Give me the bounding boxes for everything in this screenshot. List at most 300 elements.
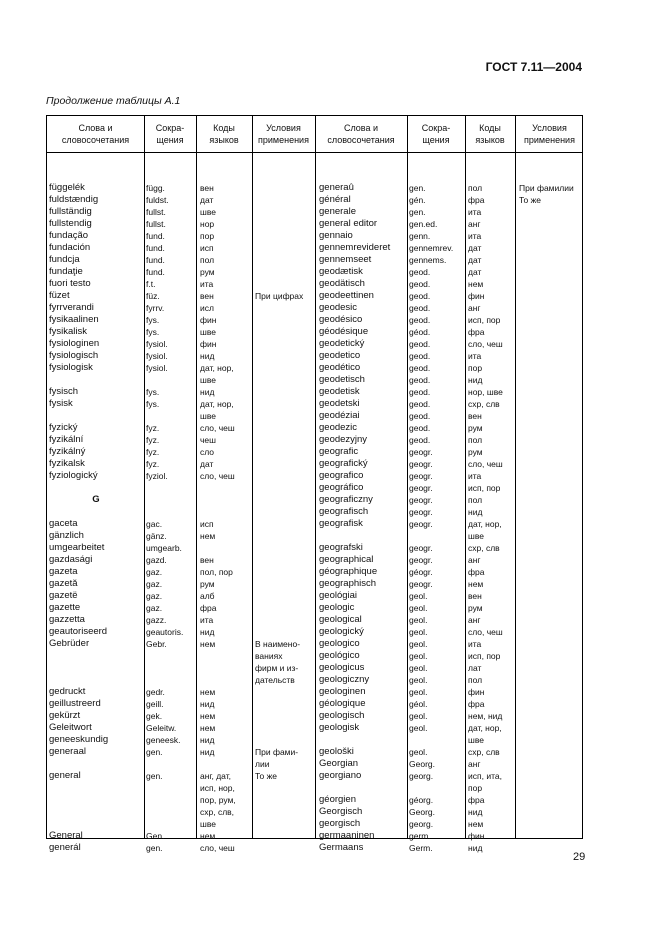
table-cell: дат, нор, (468, 519, 502, 529)
table-cell: fuldstændig (49, 194, 99, 205)
table-cell: gekürzt (49, 710, 81, 721)
table-cell: gén. (409, 195, 426, 205)
table-cell: fysiologinen (49, 338, 100, 349)
table-cell: нем (200, 531, 216, 541)
table-cell (49, 794, 143, 806)
table-cell (319, 170, 406, 182)
table-cell: fys. (146, 327, 160, 337)
table-cell: generaal (49, 746, 86, 757)
table-cell: geod. (409, 315, 431, 325)
table-cell (519, 422, 583, 434)
column-divider (407, 116, 408, 838)
table-cell: gazeta (49, 566, 78, 577)
table-cell (49, 818, 143, 830)
table-cell: фин (200, 315, 217, 325)
table-cell (519, 470, 583, 482)
table-cell: fysiol. (146, 339, 168, 349)
table-cell (255, 734, 314, 746)
table-cell: пор (468, 363, 483, 373)
table-cell (519, 794, 583, 806)
table-cell (255, 686, 314, 698)
table-cell (49, 782, 143, 794)
table-cell: фирм и из- (255, 663, 299, 673)
column-divider (515, 116, 516, 838)
table-cell: fysisch (49, 386, 79, 397)
table-cell (519, 686, 583, 698)
table-cell: ита (468, 207, 482, 217)
table-cell: ита (468, 471, 482, 481)
table-cell (519, 770, 583, 782)
table-cell: geod. (409, 423, 431, 433)
table-cell (200, 758, 251, 770)
table-cell: fyzikalsk (49, 458, 85, 469)
left-words-column (49, 158, 143, 854)
table-cell: исп, пор (468, 315, 501, 325)
table-cell: geol. (409, 747, 428, 757)
table-cell: нид (200, 387, 215, 397)
table-cell (255, 458, 314, 470)
column-divider (252, 116, 253, 838)
column-divider (144, 116, 145, 838)
table-cell (319, 158, 406, 170)
table-cell (519, 722, 583, 734)
table-cell (255, 194, 314, 206)
table-cell: geogr. (409, 543, 433, 553)
table-cell: geologic (319, 602, 355, 613)
table-cell (519, 602, 583, 614)
table-cell: вен (200, 183, 214, 193)
left-codes-column (200, 158, 251, 854)
table-cell: исп, пор (468, 651, 501, 661)
table-cell: пол (468, 675, 483, 685)
table-cell: рум (200, 579, 215, 589)
table-cell: нем (200, 711, 216, 721)
table-cell (255, 614, 314, 626)
table-cell: Germaans (319, 842, 364, 853)
table-cell (519, 494, 583, 506)
table-cell: сло, чеш (200, 843, 235, 853)
table-cell: geodetski (319, 398, 360, 409)
table-cell: geodezyjny (319, 434, 368, 445)
table-cell: фин (468, 831, 485, 841)
table-cell (519, 218, 583, 230)
table-cell (49, 410, 143, 422)
table-cell: geologinen (319, 686, 366, 697)
table-cell (519, 458, 583, 470)
column-divider (315, 116, 316, 838)
table-cell: шве (200, 411, 216, 421)
table-cell (255, 206, 314, 218)
table-cell: дательств (255, 675, 295, 685)
table-cell (146, 494, 195, 506)
table-cell: geol. (409, 603, 428, 613)
table-cell: фин (468, 687, 485, 697)
table-cell: genn. (409, 231, 431, 241)
table-cell: дат (200, 195, 214, 205)
table-cell (519, 410, 583, 422)
table-cell (255, 554, 314, 566)
table-cell: сло, чеш (200, 423, 235, 433)
table-cell (200, 482, 251, 494)
table-cell: fyzický (49, 422, 78, 433)
table-cell (255, 542, 314, 554)
table-cell: fundación (49, 242, 91, 253)
table-cell (519, 446, 583, 458)
table-cell (519, 542, 583, 554)
table-cell: geodeettinen (319, 290, 374, 301)
table-cell (519, 350, 583, 362)
table-cell: лат (468, 663, 482, 673)
table-cell: geogr. (409, 447, 433, 457)
table-cell (255, 782, 314, 794)
table-cell: пор, рум, (200, 795, 236, 805)
table-cell: схр, слв (468, 747, 500, 757)
table-cell: fund. (146, 255, 165, 265)
table-cell: Geleitwort (49, 722, 92, 733)
table-cell: géod. (409, 327, 431, 337)
table-cell: fyz. (146, 459, 160, 469)
table-cell (49, 806, 143, 818)
table-cell: geologiczny (319, 674, 370, 685)
table-cell: geografisk (319, 518, 363, 529)
table-cell: geod. (409, 399, 431, 409)
table-cell: сло, чеш (468, 459, 503, 469)
table-cell: алб (200, 591, 215, 601)
table-cell (519, 734, 583, 746)
table-cell: geod. (409, 339, 431, 349)
table-cell (519, 614, 583, 626)
table-cell (49, 374, 143, 386)
table-cell: georg. (409, 819, 434, 829)
table-cell: пол (200, 255, 215, 265)
table-cell: дат (468, 243, 482, 253)
table-cell (255, 158, 314, 170)
table-cell: лии (255, 759, 270, 769)
table-cell: дат (468, 267, 482, 277)
table-cell (49, 158, 143, 170)
right-words-column (319, 158, 406, 854)
table-cell: При фами- (255, 747, 299, 757)
table-cell: georg. (409, 771, 434, 781)
table-cell: geografisch (319, 506, 369, 517)
table-cell (519, 698, 583, 710)
table-cell: вен (468, 411, 482, 421)
table-cell: fysiol. (146, 363, 168, 373)
table-cell: f.t. (146, 279, 156, 289)
table-cell (146, 674, 195, 686)
table-cell (468, 170, 514, 182)
table-cell (519, 578, 583, 590)
table-cell: исп, ита, (468, 771, 502, 781)
table-cell (519, 818, 583, 830)
table-cell (255, 254, 314, 266)
table-cell: umgearbeitet (49, 542, 105, 553)
table-cell: fyzikální (49, 434, 84, 445)
table-cell (255, 242, 314, 254)
table-cell (319, 530, 406, 542)
table-cell: gazzetta (49, 614, 85, 625)
table-cell: füz. (146, 291, 160, 301)
table-cell: рум (200, 267, 215, 277)
table-cell (519, 638, 583, 650)
table-cell: фин (200, 339, 217, 349)
table-cell: geogr. (409, 483, 433, 493)
table-cell: фра (468, 195, 485, 205)
table-cell (200, 674, 251, 686)
table-cell: generale (319, 206, 356, 217)
table-cell (49, 482, 143, 494)
table-cell: fundaţie (49, 266, 83, 277)
header-cell-abbr-left: Сокра- щения (155, 123, 185, 145)
table-cell (519, 242, 583, 254)
table-cell: фра (468, 567, 485, 577)
table-cell: geod. (409, 363, 431, 373)
table-cell: нем (200, 723, 216, 733)
data-table (46, 115, 583, 853)
table-cell: fullstendig (49, 218, 92, 229)
table-cell: сло, чеш (200, 471, 235, 481)
table-cell (519, 374, 583, 386)
table-cell: gazette (49, 602, 81, 613)
table-cell: geol. (409, 663, 428, 673)
table-cell: дат, нор, (468, 723, 502, 733)
table-cell: gennemrevideret (319, 242, 391, 253)
table-cell (255, 302, 314, 314)
table-cell: gennemseet (319, 254, 372, 265)
table-cell: geográfico (319, 482, 364, 493)
table-cell: geodetisch (319, 374, 365, 385)
table-cell: fullst. (146, 207, 166, 217)
table-cell: gek. (146, 711, 163, 721)
table-cell: сло, чеш (468, 339, 503, 349)
table-cell: нид (200, 747, 215, 757)
table-cell (255, 530, 314, 542)
table-cell (519, 170, 583, 182)
table-cell (409, 734, 464, 746)
table-cell: geogr. (409, 471, 433, 481)
table-cell (319, 734, 406, 746)
table-cell: geod. (409, 291, 431, 301)
table-cell: geill. (146, 699, 164, 709)
table-cell (49, 758, 143, 770)
table-cell: fyz. (146, 447, 160, 457)
table-cell (255, 350, 314, 362)
table-cell: fyz. (146, 423, 160, 433)
table-cell: geodätisch (319, 278, 365, 289)
table-cell (255, 266, 314, 278)
table-cell: fundação (49, 230, 89, 241)
table-cell (519, 590, 583, 602)
table-cell: gedr. (146, 687, 165, 697)
table-cell (255, 794, 314, 806)
table-cell: пол (468, 435, 483, 445)
table-cell: анг (468, 219, 481, 229)
table-cell: geautoris. (146, 627, 184, 637)
table-cell (255, 470, 314, 482)
table-cell: függ. (146, 183, 165, 193)
table-cell (468, 158, 514, 170)
table-cell: geod. (409, 351, 431, 361)
table-cell: generaû (319, 182, 354, 193)
table-cell: шве (200, 327, 216, 337)
table-cell: нем (468, 819, 484, 829)
table-cell (519, 758, 583, 770)
table-cell: geneeskundig (49, 734, 109, 745)
table-cell: georgiano (319, 770, 362, 781)
table-cell: geodetico (319, 350, 361, 361)
table-cell (255, 182, 314, 194)
table-cell: gen. (409, 183, 426, 193)
table-cell: Georg. (409, 759, 435, 769)
table-cell (49, 506, 143, 518)
table-cell: gaz. (146, 579, 163, 589)
table-cell (255, 818, 314, 830)
table-cell: шве (200, 375, 216, 385)
table-cell: пор (200, 231, 215, 241)
table-cell (519, 806, 583, 818)
table-cell: gennaio (319, 230, 353, 241)
table-cell: чеш (200, 435, 216, 445)
table-cell: geographical (319, 554, 374, 565)
table-cell: geogr. (409, 555, 433, 565)
table-cell: Gen. (146, 831, 165, 841)
left-usage-column (255, 158, 314, 854)
table-cell: geografic (319, 446, 359, 457)
table-cell: gänz. (146, 531, 167, 541)
table-cell: В наимено- (255, 639, 301, 649)
table-cell: Georg. (409, 807, 435, 817)
table-cell: geautoriseerd (49, 626, 108, 637)
table-cell: geodéziai (319, 410, 360, 421)
table-cell: вен (200, 291, 214, 301)
table-cell (146, 662, 195, 674)
table-cell: umgearb. (146, 543, 182, 553)
table-cell (200, 662, 251, 674)
table-cell: gaceta (49, 518, 78, 529)
right-codes-column (468, 158, 514, 854)
table-cell: geológico (319, 650, 360, 661)
table-cell: gaz. (146, 567, 163, 577)
header-cell-words-left: Слова и словосочетания (61, 123, 130, 145)
table-cell: рум (468, 447, 483, 457)
table-cell (519, 278, 583, 290)
table-cell (255, 170, 314, 182)
table-cell (519, 362, 583, 374)
table-cell (49, 662, 143, 674)
table-cell (519, 674, 583, 686)
table-cell: G (92, 494, 100, 505)
table-cell: géographique (319, 566, 378, 577)
table-cell (255, 590, 314, 602)
table-cell: При фамилии (519, 183, 574, 193)
table-cell (255, 362, 314, 374)
table-cell: вен (468, 591, 482, 601)
table-cell (519, 662, 583, 674)
table-cell: схр, слв (468, 399, 500, 409)
table-cell (49, 170, 143, 182)
table-cell: исп (200, 243, 214, 253)
header-cell-abbr-right: Сокра- щения (421, 123, 451, 145)
table-cell: geologisk (319, 722, 360, 733)
table-cell (255, 326, 314, 338)
table-cell: gaz. (146, 591, 163, 601)
table-cell (255, 710, 314, 722)
table-cell (200, 542, 251, 554)
table-cell: рум (468, 603, 483, 613)
left-abbr-column (146, 158, 195, 854)
table-cell: fundcja (49, 254, 80, 265)
table-cell: дат (468, 255, 482, 265)
page-number: 29 (573, 851, 586, 863)
table-cell (49, 674, 143, 686)
table-cell (146, 158, 195, 170)
table-cell (519, 830, 583, 842)
table-cell (146, 794, 195, 806)
document-header: ГОСТ 7.11—2004 (485, 60, 582, 74)
table-cell (255, 410, 314, 422)
column-divider (196, 116, 197, 838)
table-cell: fys. (146, 315, 160, 325)
table-cell: исп, пор (468, 483, 501, 493)
table-cell (519, 566, 583, 578)
table-cell (519, 326, 583, 338)
table-cell (519, 266, 583, 278)
table-cell (255, 422, 314, 434)
table-cell: geodetisk (319, 386, 360, 397)
table-cell: gen. (146, 843, 163, 853)
table-cell: fullständig (49, 206, 92, 217)
table-cell: сло (200, 447, 215, 457)
table-cell: gazd. (146, 555, 167, 565)
table-cell: фра (468, 795, 485, 805)
table-cell: general editor (319, 218, 378, 229)
table-cell (146, 782, 195, 794)
table-cell (409, 158, 464, 170)
table-cell (255, 278, 314, 290)
table-cell (519, 206, 583, 218)
table-cell (200, 170, 251, 182)
header-cell-usage-right: Условия применения (524, 123, 575, 145)
table-cell: General (49, 830, 83, 841)
table-cell: При цифрах (255, 291, 304, 301)
table-cell (255, 842, 314, 854)
table-cell: Georgian (319, 758, 359, 769)
table-cell (519, 314, 583, 326)
header-cell-words-right: Слова и словосочетания (327, 123, 395, 145)
table-cell: fund. (146, 231, 165, 241)
table-cell (255, 518, 314, 530)
table-cell (255, 338, 314, 350)
table-cell: fuori testo (49, 278, 91, 289)
table-cell: дат (200, 459, 214, 469)
table-cell: fysiologisk (49, 362, 93, 373)
table-cell: То же (255, 771, 278, 781)
table-cell: анг (468, 303, 481, 313)
table-cell: gennemrev. (409, 243, 454, 253)
table-cell: нид (468, 843, 483, 853)
table-cell (409, 170, 464, 182)
table-cell (519, 230, 583, 242)
table-cell: geological (319, 614, 362, 625)
table-cell (519, 434, 583, 446)
table-cell: geogr. (409, 459, 433, 469)
table-cell: шве (200, 207, 216, 217)
table-cell: geodético (319, 362, 361, 373)
table-cell: geol. (409, 687, 428, 697)
table-cell: нем (468, 279, 484, 289)
table-cell: geografico (319, 470, 364, 481)
table-cell: анг (468, 555, 481, 565)
